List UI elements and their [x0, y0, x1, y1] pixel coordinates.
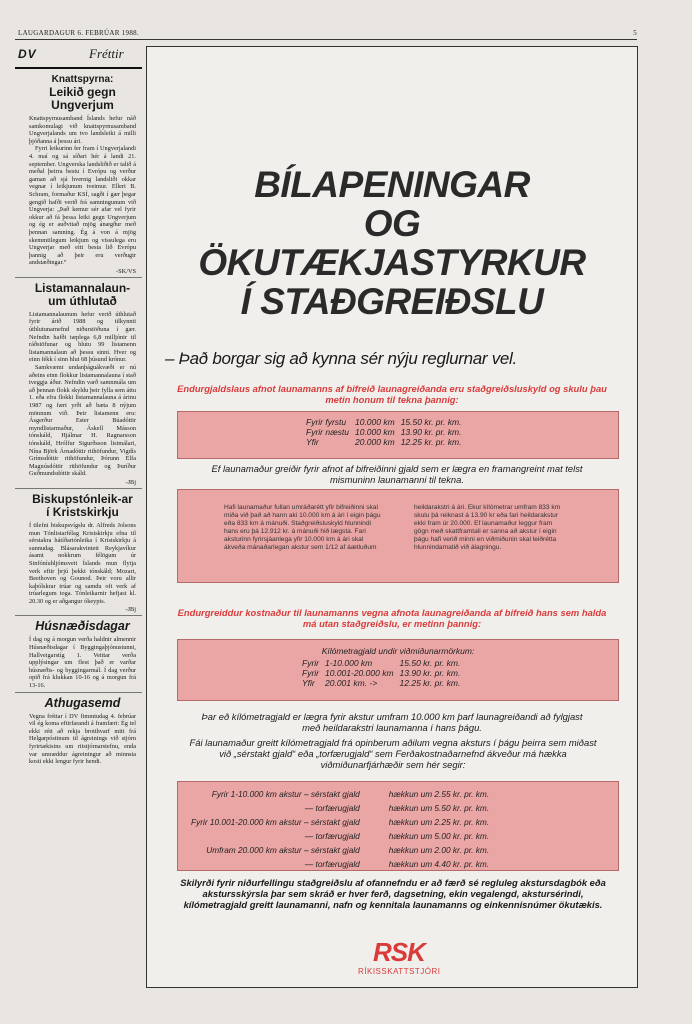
table-row: [190, 787, 490, 801]
table-row: [302, 658, 466, 668]
article-title: Húsnæðisdagar: [35, 619, 130, 634]
section-title: Fréttir: [89, 46, 124, 61]
info-left: Hafi launamaður fullan umráðarétt yfir bifreiðinni skal miða við það að hann aki 10.000 km á ári í eigin þágu eða 833 km á mánuði. Staðgreiðsluskyld hlunnindi hans eru þá 12.912 kr. á mánuði hið lægsta. Fari aksturinn fyrirsjáanlega yfir 10.000 km á ári skal ákveða mánaðarlegan akstur sem 1/12 af áætluðum: [224, 504, 381, 551]
table-cell: hækkun um 2.55 kr. pr. km.: [388, 789, 490, 799]
article-title: Biskupstónleik-ar í Kristskirkju: [32, 491, 133, 519]
article-title: Athugasemd: [44, 695, 121, 710]
article-para: Fyrri leikurinn fer fram í Ungverjalandi 4. maí og sá síðari hér á landi 21. september. Ungverska landsliðið er talið á meðal þeirra bestu í Evrópu og verður gaman að sjá hvernig landsliði okkar vegnar í leikjunum tveimur. Ellert B. Schram, formaður KSÍ, sagði í gær þegar gengið hafði verið frá samningunum við Ungverja: „Það kemur sér afar vel fyrir okkur að fá þessa leiki gegn Ungverjum og ég er auðvitað mjög ánægður með þennan samning. Ég á von á mjög skemmtilegum leikjum og vissulega eru Ungverjar með eitt besta lið Evrópu þannig að þeir eru verðugir andstæðingar.“: [29, 145, 136, 267]
table-cell: — torfærugjald: [304, 803, 360, 813]
table-cell: Fyrir: [302, 658, 319, 668]
table-row: [190, 843, 490, 857]
rsk-logo-subtitle: RÍKISSKATTSTJÓRI: [358, 967, 441, 976]
headline-line: Í STAÐGREIÐSLU: [240, 281, 544, 322]
article-para: Samkvæmt undanþáguákvæði er nú aðeins einn flokkur listamannalauna í stað tveggja áður. Nefndin varð samnmála um að þennan flokk skyldu þeir fylla sem áttu 1. eða efra flokki listamannalauna á árinu 1987 og fært yrði að bæta 8 nýjum mönnum við. Þeir listamenn eru: Ásgerður Ester Búadóttir myndlistarmaður, Áskell Másson tónskáld, Hjálmar H. Ragnarsson tónskáld, Hrólfur Sigurðsson listmálari, Nína Björk Árnadóttir rithöfundur, Vigdís Grímsdóttir rithöfundur, Þórunn Elfa Magnúsdóttir rithöfundur og Þuríður Guðmundsdóttir skáld.: [29, 364, 136, 478]
table-cell: — torfærugjald: [304, 831, 360, 841]
article-para: Listamannalaunum hefur verið úthlutað fyrir árið 1988 og tilkynnti úthlutunarnefnd niðurstöðuna í gær. Nefndin hafði tæplega 6,8 milljónir til ráðstöfunar og hlutu 99 listamenn listamannalaun að þessu sinni. Hver og einn fékk í sinn hlut 68 þúsund krónur.: [29, 310, 136, 364]
article-correction: [15, 693, 142, 768]
rate-table-3: [177, 781, 619, 871]
article-para: Í dag og á morgun verða haldnir almennir Húsnæðisdagar í Byggingaþjónustunni, Hallveigarstíg 1. Veittar verða upplýsingar um flest það er varðar húsnæðis- og byggingarmál. Í dag verður opið frá klukkan 10-16 og á morgun frá 13-16.: [29, 636, 136, 690]
info-right: heildarakstri á ári. Ekur kílómetrar umfram 833 km skulu þá reiknast á 13.90 kr eða fari heildarakstur ekki fram úr 20.000. Ef launamaður leggur fram gögn með skattframtali er sanna að akstur í eigin þágu hafi verið minni en viðmiðunin skal leiðrétta hlunnindamatið við álagningu.: [414, 504, 561, 551]
table-cell: hækkun um 2.25 kr. pr. km.: [388, 817, 490, 827]
table-row: [190, 801, 490, 815]
rsk-logo: RSK: [373, 937, 425, 967]
headline-line: BÍLAPENINGAR: [254, 164, 530, 205]
page-header: [15, 27, 637, 41]
page-number: 5: [633, 29, 637, 37]
table-cell: 1-10.000 km: [325, 658, 373, 668]
table-cell: 10.001-20.000 km: [325, 668, 394, 678]
info-box: [177, 489, 619, 583]
section-2-heading: Endurgreiddur kostnaður til launamanns vegna afnota launagreiðanda af bifreið hans sem halda má utan staðgreiðslu, er metinn þannig:: [177, 607, 607, 629]
table-cell: Fyrir næstu: [306, 427, 349, 437]
rate-table-1: [177, 411, 619, 459]
ad-headline: [147, 165, 637, 321]
article-kicker: Knattspyrna:: [51, 74, 114, 85]
ad-text-3: Fái launamaður greitt kílómetragjald frá opinberum aðilum vegna aksturs í þágu þeirra sem miðast við „sérstakt gjald“ eða „torfærugjald“ sem Ferðakostnaðarnefnd ákveður má hækka viðmiðunarfjárhæðir sem hér segir:: [189, 737, 597, 770]
article-bishop-concert: [15, 489, 142, 617]
article-signature: -SK/VS: [116, 267, 136, 275]
article-signature: -JBj: [125, 478, 136, 486]
article-housing-days: [15, 616, 142, 692]
table-row: [302, 668, 466, 678]
dv-logo: DV: [18, 47, 37, 61]
ad-footer-note: Skilyrði fyrir niðurfellingu staðgreiðslu af ofannefndu er að færð sé regluleg akstursdagbók eða akstursskýrsla þar sem skráð er hver ferð, dagsetning, ekin vegalengd, akstursérindi, kílómetragjald greitt launamanni, nafn og kennitala launamanns og einkennisnúmer ökutækis.: [180, 877, 606, 910]
section-1-heading: Endurgjaldslaus afnot launamanns af bifreið launagreiðanda eru staðgreiðsluskyld og skulu þau metin honum til tekna þannig:: [177, 383, 607, 405]
table-cell: 12.25 kr. pr. km.: [399, 678, 461, 688]
table-cell: 15.50 kr. pr. km.: [400, 417, 462, 427]
table-row: [306, 427, 467, 437]
table-cell: hækkun um 5.50 kr. pr. km.: [388, 803, 490, 813]
article-title: Listamannalaun-um úthlutað: [34, 280, 131, 308]
table-cell: 10.000 km: [354, 417, 395, 427]
headline-line: OG: [363, 203, 421, 244]
table-cell: hækkun um 2.00 kr. pr. km.: [388, 845, 490, 855]
article-title: Leikið gegn Ungverjum: [49, 85, 116, 112]
article-para: Vegna fréttar í DV fimmtudag 4. febrúar vil ég koma eftirfarandi á framfæri: Ég tel ekki rétt að rekja brotthvarf mitt frá Helgarpóstinum til ágreinings við stjórn fyrirtækisins um ritstjórnarstefnu, enda var umræddur ágreiningur að minnsta kosti ekki lengur fyrir hendi.: [29, 712, 136, 766]
table-cell: Umfram 20.000 km akstur – sérstakt gjald: [206, 845, 360, 855]
ad-text-1: Ef launamaður greiðir fyrir afnot af bifreiðinni gjald sem er lægra en framangreint mat telst mismuninn launamanni til tekna.: [211, 463, 583, 485]
table-cell: 13.90 kr. pr. km.: [399, 668, 461, 678]
issue-date: LAUGARDAGUR 6. FEBRÚAR 1988.: [18, 29, 139, 37]
table-cell: Fyrir fyrstu: [306, 417, 347, 427]
headline-line: ÖKUTÆKJASTYRKUR: [198, 242, 586, 283]
table-row: [190, 857, 490, 871]
table-cell: 15.50 kr. pr. km.: [399, 658, 461, 668]
table-cell: 20.001 km. ->: [325, 678, 378, 688]
table-row: [190, 815, 490, 829]
article-artist-salaries: [15, 278, 142, 489]
rsk-advertisement: [146, 46, 638, 988]
article-para: Í tilefni biskupsvígslu dr. Alfreds Jolsons mun Tónlistarfélag Kristskirkju efna til sérstakra hátíðartónleika í Kristskirkju á sunnudag. Blásarakvintett Reykjavíkur ásamt nokkrum félögum úr Sinfóníuhljómsveit Íslands mun flytja verk eftir þrjú þekkt tónskáld; Mozart, Beethoven og Gounod. Þeir voru allir kaþólskrar trúar og samdu oft verk af trúarlegum toga. Tónleikarnir hefjast kl. 20.30 og er aðgangur ókeypis.: [29, 521, 136, 605]
news-sidebar: [15, 43, 142, 1015]
header-rule: [15, 39, 637, 40]
section-brand: [15, 43, 142, 69]
table-cell: Yfir: [302, 678, 315, 688]
table-cell: 10.000 km: [354, 427, 395, 437]
ad-text-2: Þar eð kílómetragjald er lægra fyrir akstur umfram 10.000 km þarf launagreiðandi að fylgjast með heildarakstri launamanna í hans þágu.: [201, 711, 583, 733]
table-cell: hækkun um 4.40 kr. pr. km.: [388, 859, 490, 869]
table-cell: Fyrir 1-10.000 km akstur – sérstakt gjald: [211, 789, 360, 799]
rate-table-2: [177, 639, 619, 701]
table-cell: 12.25 kr. pr. km.: [400, 437, 462, 447]
table-cell: Yfir: [306, 437, 319, 447]
ad-slogan: – Það borgar sig að kynna sér nýju reglurnar vel.: [165, 349, 517, 368]
article-football: [15, 69, 142, 278]
article-para: Knattspyrnusamband Íslands hefur náð samkomulagi við knattspyrnusamband Ungverjalands um tvo landsleiki á milli þjóðanna á þessu ári.: [29, 115, 136, 145]
table-cell: 13.90 kr. pr. km.: [400, 427, 462, 437]
table-cell: Fyrir 10.001-20.000 km akstur – sérstakt gjald: [191, 817, 360, 827]
table-cell: Fyrir: [302, 668, 319, 678]
article-signature: -JBj: [125, 606, 136, 614]
table-cell: 20.000 km: [354, 437, 395, 447]
table-row: [190, 829, 490, 843]
table-row: [302, 678, 466, 688]
table-2-title: Kílómetragjald undir viðmiðunarmörkum:: [321, 646, 475, 656]
table-cell: hækkun um 5.00 kr. pr. km.: [388, 831, 490, 841]
table-row: [306, 437, 467, 447]
table-cell: — torfærugjald: [304, 859, 360, 869]
table-row: [306, 417, 467, 427]
